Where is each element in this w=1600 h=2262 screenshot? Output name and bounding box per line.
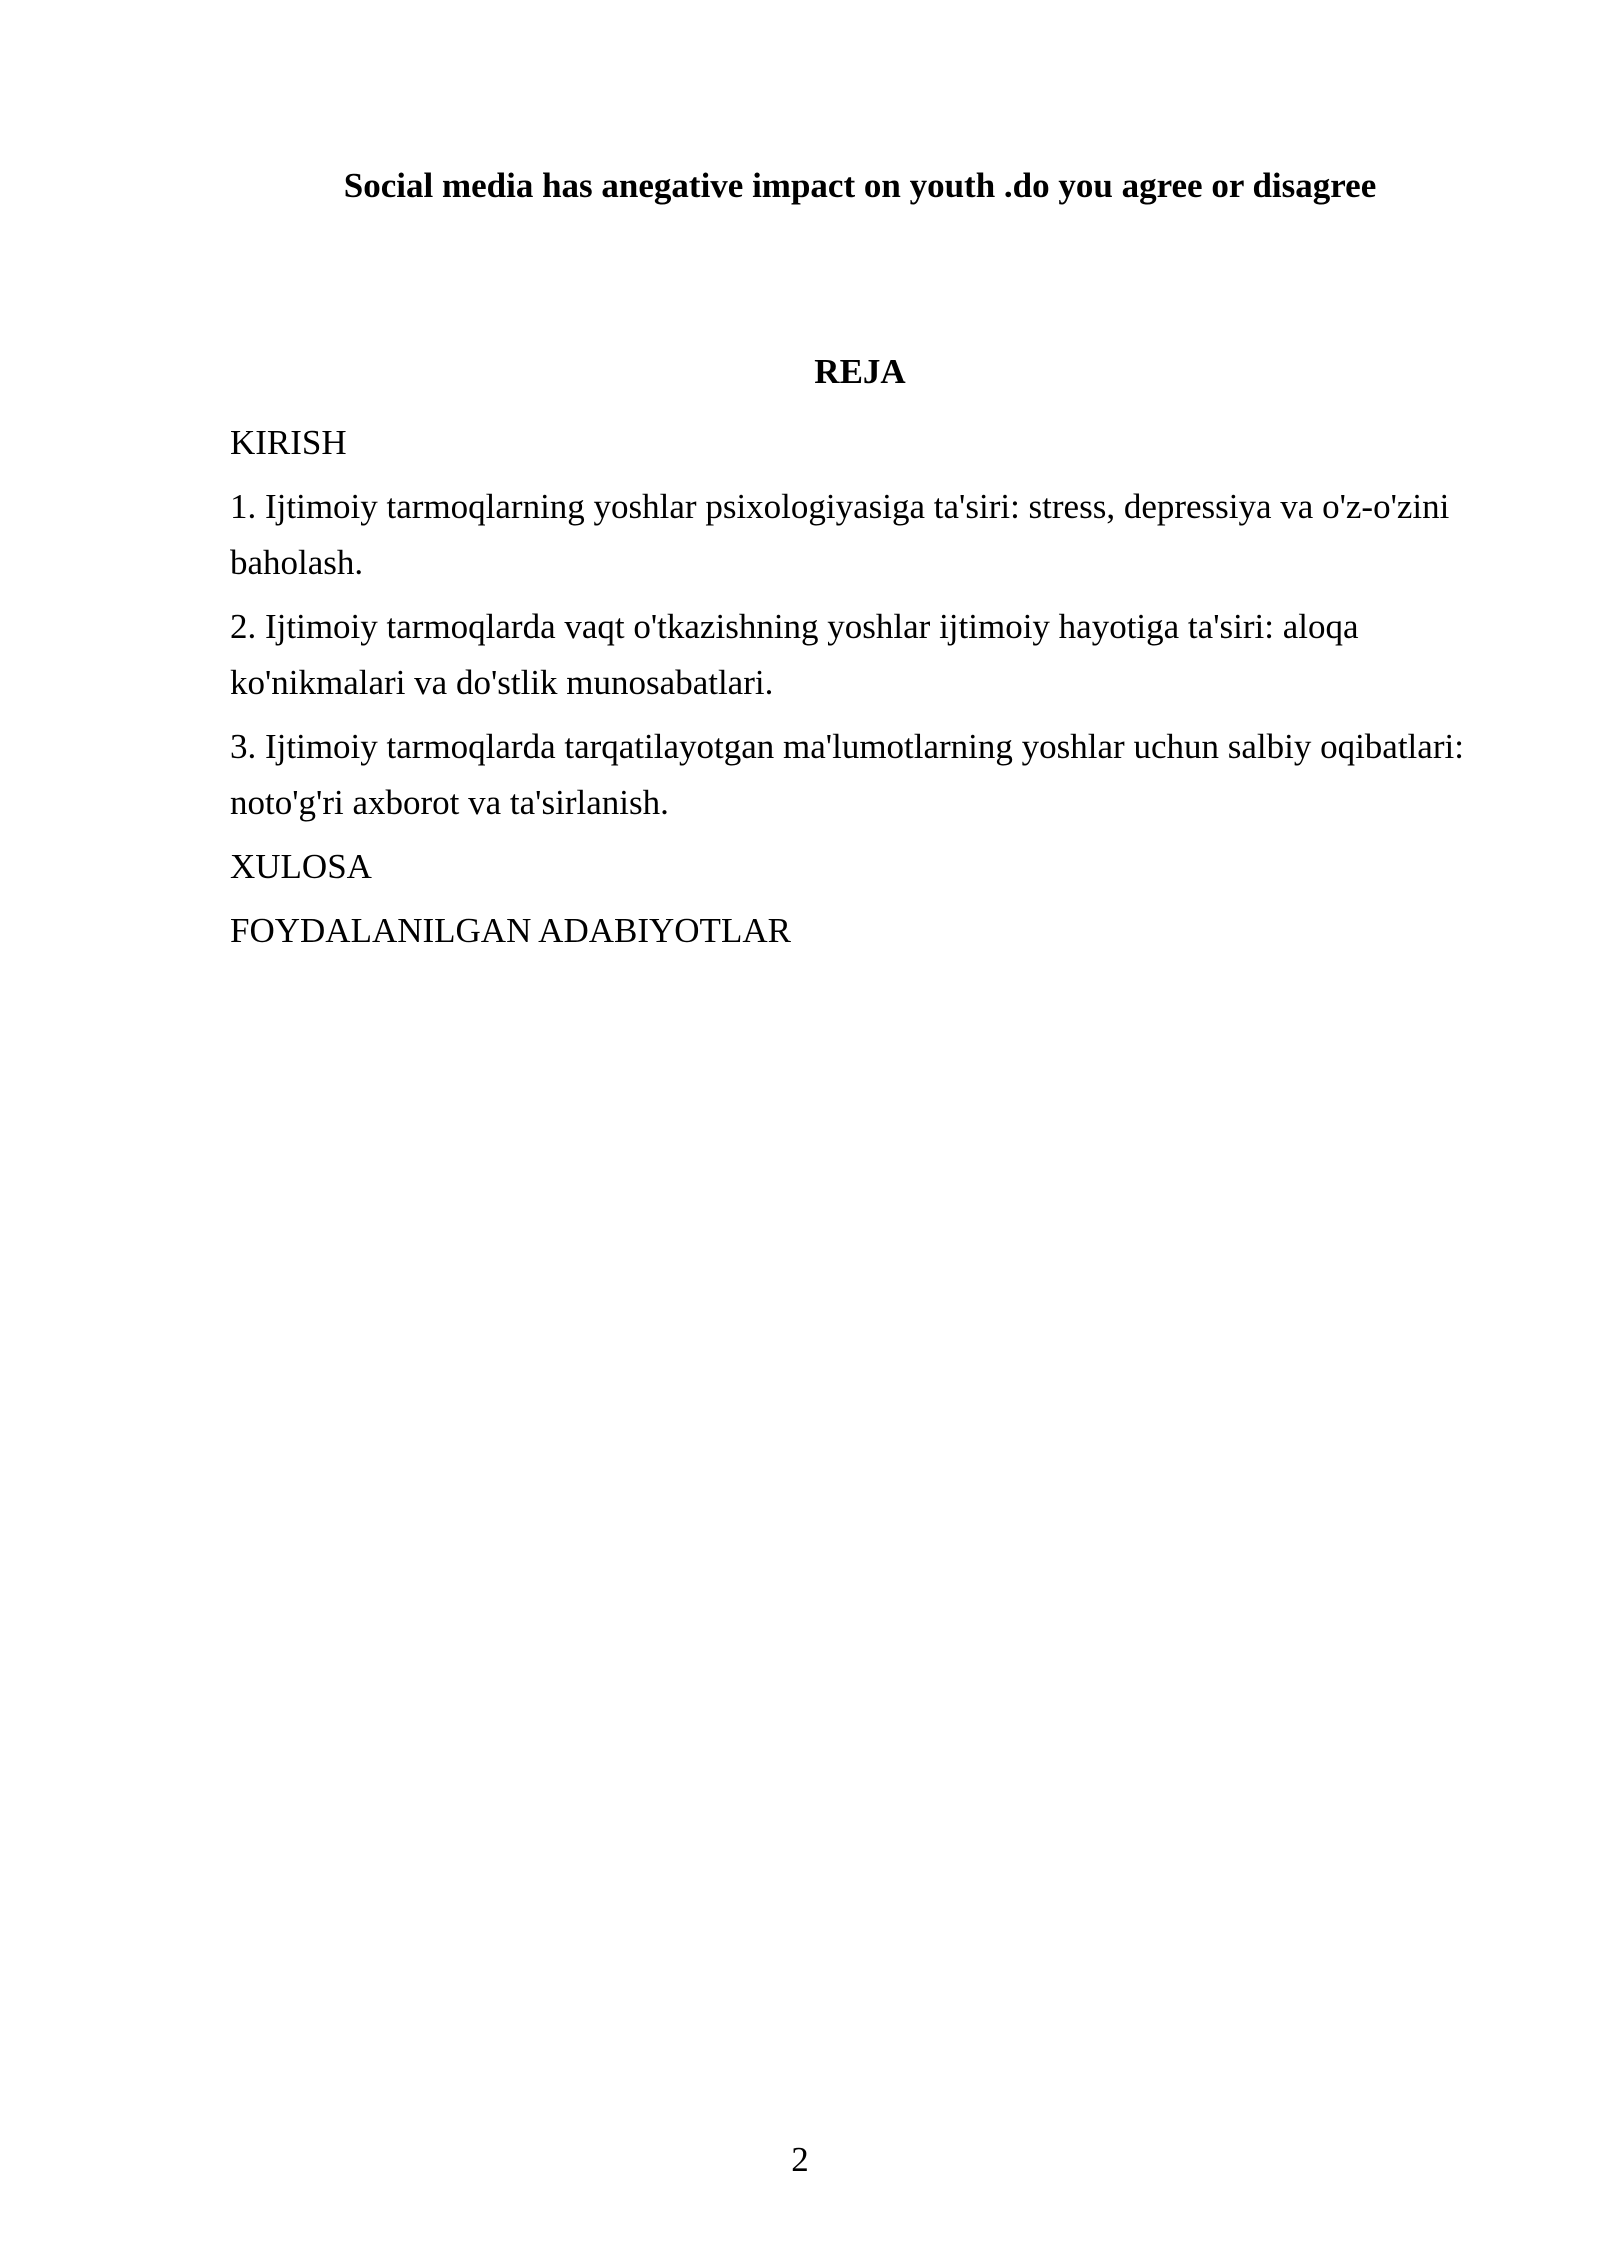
plan-heading: REJA [814,352,906,391]
plan-item-2: 2. Ijtimoiy tarmoqlarda vaqt o'tkazishning yoshlar ijtimoiy hayotiga ta'siri: aloqa ko'nikmalari va do'stlik munosabatlari. [230,607,1359,702]
plan-item-references: FOYDALANILGAN ADABIYOTLAR [230,911,791,950]
page-number: 2 [791,2140,809,2179]
plan-list [230,415,1490,967]
plan-item-1: 1. Ijtimoiy tarmoqlarning yoshlar psixologiyasiga ta'siri: stress, depressiya va o'z-o'zini baholash. [230,487,1450,582]
plan-item-introduction: KIRISH [230,423,347,462]
plan-item-3: 3. Ijtimoiy tarmoqlarda tarqatilayotgan ma'lumotlarning yoshlar uchun salbiy oqibatlari: noto'g'ri axborot va ta'sirlanish. [230,727,1464,822]
plan-item-conclusion: XULOSA [230,847,372,886]
document-title: Social media has anegative impact on youth .do you agree or disagree [343,166,1377,205]
